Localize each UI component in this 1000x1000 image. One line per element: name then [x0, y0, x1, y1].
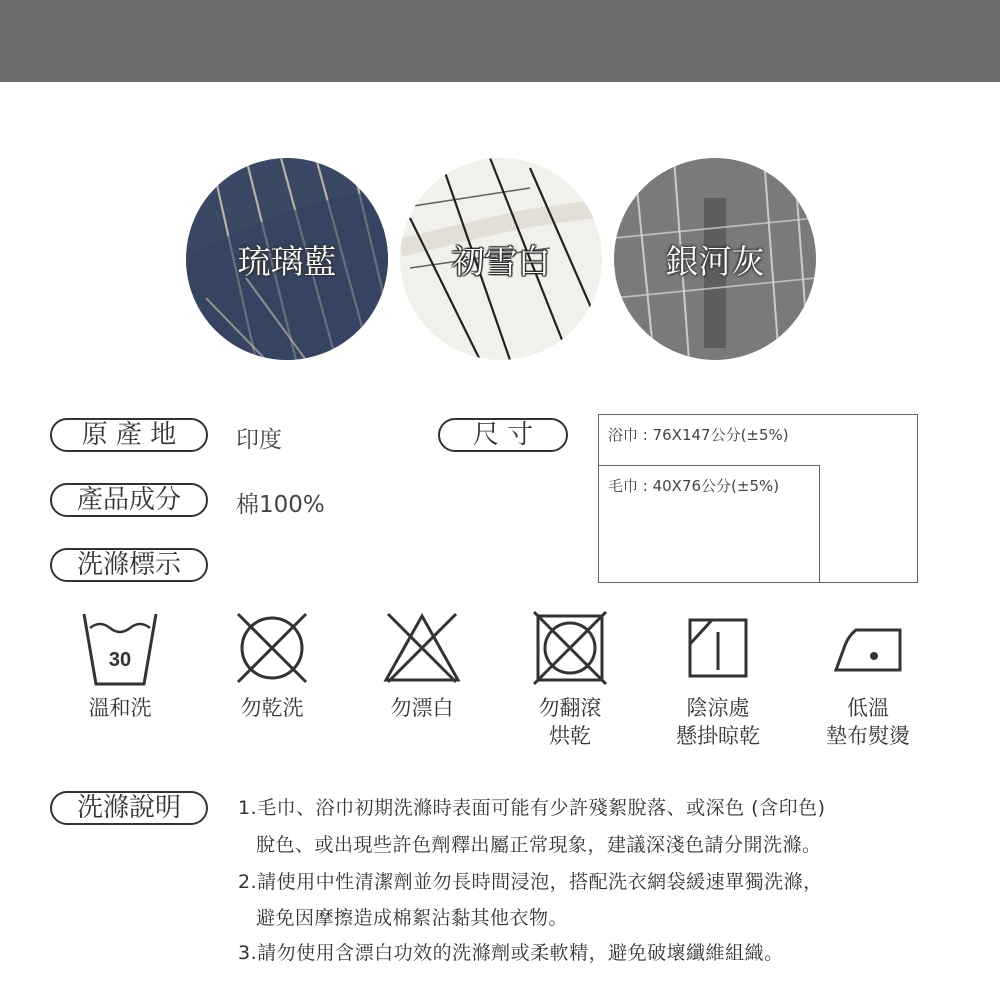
care-label-wash: 溫和洗 — [88, 696, 152, 720]
swatch-grey — [614, 158, 816, 360]
care-label-line-dry: 陰涼處 懸掛晾乾 — [676, 696, 760, 748]
instruction-line-5: 3.請勿使用含漂白功效的洗滌劑或柔軟精，避免破壞纖維組織。 — [238, 942, 784, 964]
size-label: 尺 寸 — [438, 418, 568, 452]
care-label-no-bleach: 勿漂白 — [390, 696, 454, 720]
instructions-label: 洗滌說明 — [50, 791, 208, 825]
bath-towel-size: 浴巾 : 76X147公分(±5%) — [608, 426, 789, 444]
line-dry-shade-icon — [678, 608, 758, 688]
care-label-no-dry-clean: 勿乾洗 — [240, 696, 304, 720]
origin-label: 原 產 地 — [50, 418, 208, 452]
care-label-iron-low: 低溫 墊布熨燙 — [826, 696, 910, 748]
instruction-line-2: 脫色、或出現些許色劑釋出屬正常現象，建議深淺色請分開洗滌。 — [256, 834, 822, 856]
origin-value: 印度 — [236, 427, 282, 453]
swatch-label-white: 初雪白 — [451, 242, 551, 281]
care-label: 洗滌標示 — [50, 548, 208, 582]
instruction-line-1: 1.毛巾、浴巾初期洗滌時表面可能有少許殘絮脫落、或深色 (含印色) — [238, 797, 826, 819]
material-value: 棉100% — [236, 492, 325, 518]
no-dry-clean-icon — [232, 608, 312, 688]
iron-low-icon — [830, 608, 910, 688]
face-towel-size: 毛巾 : 40X76公分(±5%) — [608, 477, 780, 495]
swatch-navy — [186, 158, 388, 360]
wash-temperature: 30 — [108, 649, 132, 671]
instruction-line-3: 2.請使用中性清潔劑並勿長時間浸泡，搭配洗衣網袋緩速單獨洗滌， — [238, 871, 823, 893]
swatch-label-navy: 琉璃藍 — [237, 242, 337, 281]
header-bar — [0, 0, 1000, 82]
material-label: 產品成分 — [50, 483, 208, 517]
swatch-label-grey: 銀河灰 — [665, 242, 765, 281]
no-tumble-dry-icon — [530, 608, 610, 688]
care-label-no-tumble-dry: 勿翻滾 烘乾 — [538, 696, 602, 748]
instruction-line-4: 避免因摩擦造成棉絮沾黏其他衣物。 — [256, 907, 569, 929]
swatch-white — [400, 158, 602, 360]
wash-30-icon — [80, 608, 160, 688]
no-bleach-icon — [382, 608, 462, 688]
